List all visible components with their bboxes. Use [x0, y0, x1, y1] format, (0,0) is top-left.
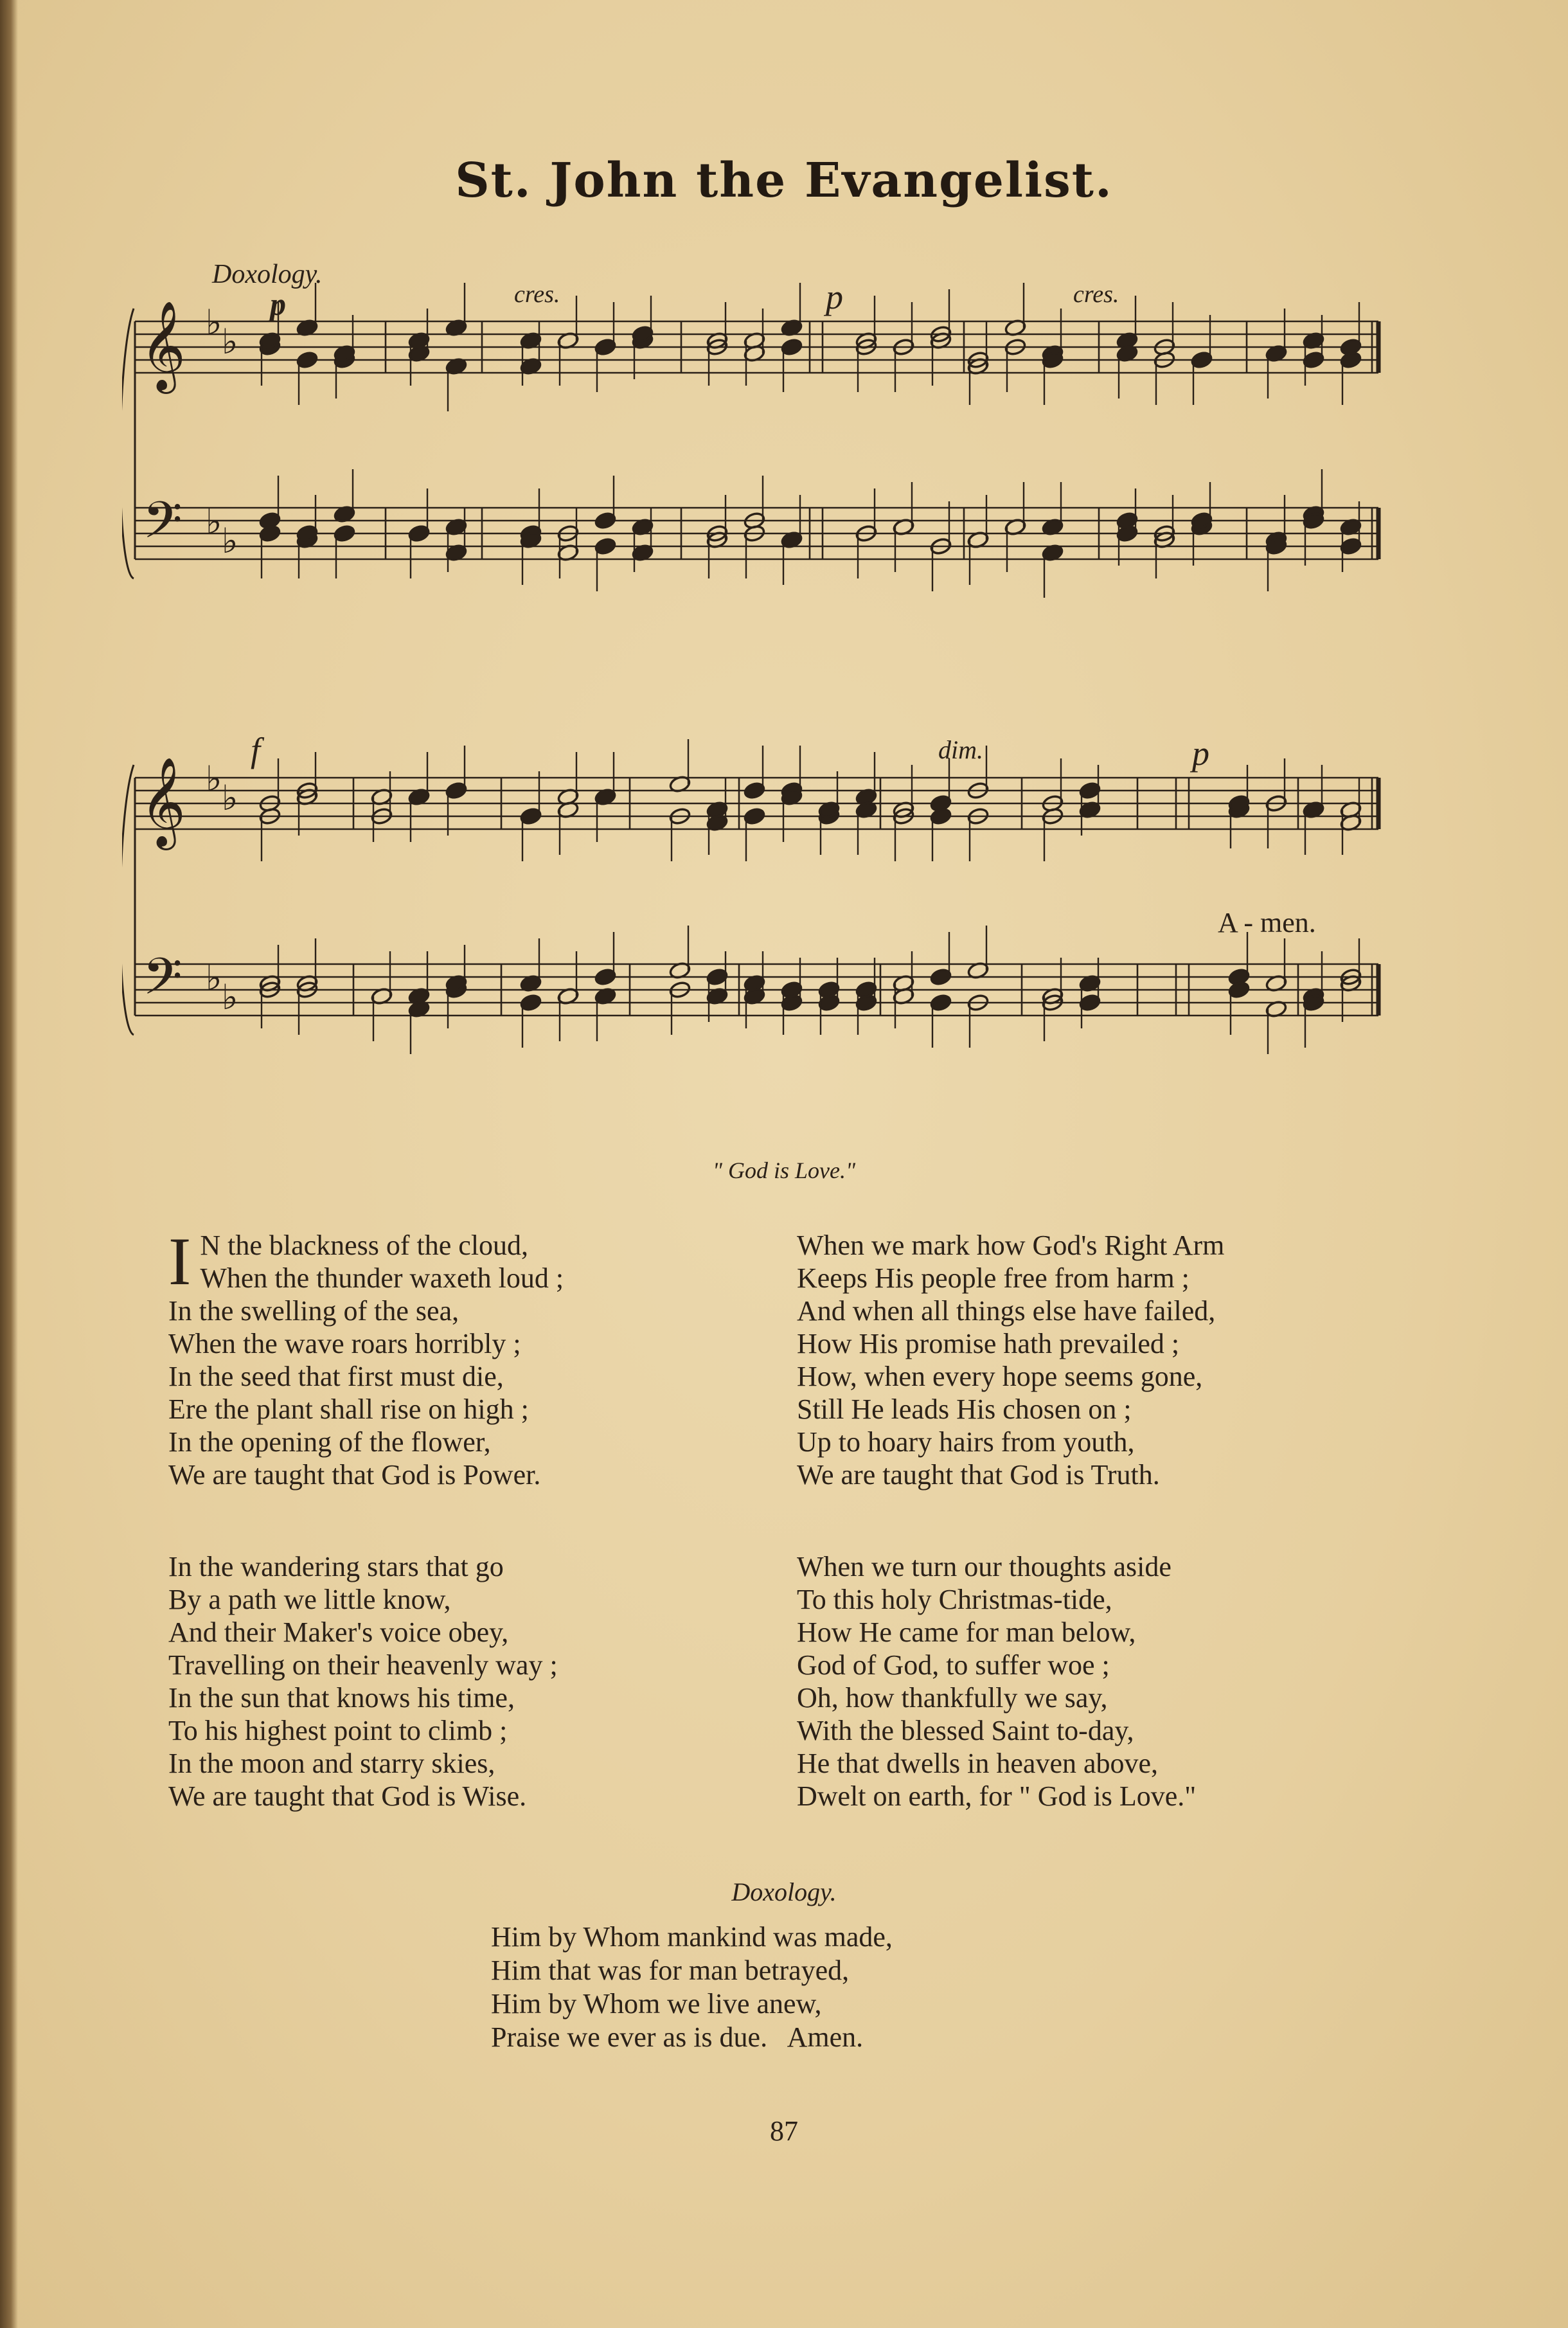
- doxology-heading: Doxology.: [731, 1877, 837, 1906]
- stanza-line: In the seed that first must die,: [168, 1361, 504, 1392]
- flat-sign: ♭: [222, 521, 238, 561]
- stanza-line: To his highest point to climb ;: [168, 1715, 508, 1746]
- stanza-line: We are taught that God is Power.: [168, 1459, 541, 1491]
- system-brace: [122, 309, 134, 578]
- music-staves-2: [122, 713, 1407, 1112]
- stanza-line: Keeps His people free from harm ;: [797, 1262, 1189, 1294]
- stanza-line: In the moon and starry skies,: [168, 1748, 495, 1779]
- flat-sign: ♭: [206, 758, 222, 799]
- dynamic-mark: p: [270, 286, 286, 322]
- amen-lyric: A - men.: [1218, 907, 1316, 938]
- bass-clef: 𝄢: [143, 947, 183, 1019]
- stanza-2: [797, 1229, 1224, 1491]
- doxology-line: Him by Whom mankind was made,: [491, 1921, 893, 1953]
- doxology-line: Him by Whom we live anew,: [491, 1988, 822, 2019]
- stanza-line: By a path we little know,: [168, 1584, 451, 1615]
- stanza-4: [797, 1550, 1196, 1813]
- flat-sign: ♭: [222, 778, 238, 818]
- flat-sign: ♭: [222, 321, 238, 362]
- stanza-line: How His promise hath prevailed ;: [797, 1328, 1180, 1359]
- dynamic-mark: dim.: [938, 735, 983, 764]
- dynamic-mark: cres.: [1073, 281, 1119, 308]
- stanza-line: How He came for man below,: [797, 1616, 1136, 1648]
- stanza-line: When we mark how God's Right Arm: [797, 1230, 1225, 1261]
- hymn-caption: " God is Love.": [712, 1158, 856, 1183]
- stanza-line: With the blessed Saint to-day,: [797, 1715, 1134, 1746]
- stanza-line: In the opening of the flower,: [168, 1426, 491, 1458]
- doxology-label: Doxology.: [212, 260, 323, 289]
- stanza-line: We are taught that God is Truth.: [797, 1459, 1160, 1491]
- flat-sign: ♭: [206, 302, 222, 343]
- dynamic-mark: p: [1192, 734, 1209, 773]
- stanza-line: Ere the plant shall rise on high ;: [168, 1393, 529, 1425]
- dynamic-mark: p: [826, 278, 843, 316]
- stanza-line: When the wave roars horribly ;: [168, 1328, 521, 1359]
- stanza-line: In the sun that knows his time,: [168, 1682, 515, 1714]
- system-brace: [122, 765, 134, 1035]
- doxology-line: Him that was for man betrayed,: [491, 1955, 850, 1986]
- music-system-2: [122, 713, 1407, 1112]
- stanza-line: We are taught that God is Wise.: [168, 1780, 527, 1812]
- stanza-line: Oh, how thankfully we say,: [797, 1682, 1108, 1714]
- flat-sign: ♭: [206, 958, 222, 998]
- stanza-1: [168, 1224, 564, 1491]
- music-system-1: [122, 257, 1407, 656]
- treble-clef: 𝄞: [140, 757, 186, 846]
- page-title: St. John the Evangelist.: [455, 153, 1113, 208]
- stanza-line: When we turn our thoughts aside: [797, 1551, 1172, 1582]
- stanza-line: How, when every hope seems gone,: [797, 1361, 1203, 1392]
- stanza-3: [168, 1550, 558, 1813]
- page-number: 87: [770, 2115, 798, 2147]
- stanza-line: Still He leads His chosen on ;: [797, 1393, 1132, 1425]
- dynamic-mark: cres.: [514, 281, 560, 308]
- bass-clef: 𝄢: [143, 490, 183, 562]
- stanza-line: Travelling on their heavenly way ;: [168, 1649, 558, 1681]
- stanza-line: Dwelt on earth, for " God is Love.": [797, 1780, 1197, 1812]
- stanza-line: In the wandering stars that go: [168, 1551, 504, 1582]
- stanza-line: And their Maker's voice obey,: [168, 1616, 509, 1648]
- doxology-verse: [491, 1921, 893, 2054]
- flat-sign: ♭: [222, 977, 238, 1017]
- doxology-line: Praise we ever as is due. Amen.: [491, 2021, 864, 2053]
- dynamic-mark: f: [251, 731, 261, 769]
- stanza-line: N the blackness of the cloud,: [200, 1230, 529, 1261]
- music-staves-1: [122, 257, 1407, 656]
- stanza-line: And when all things else have failed,: [797, 1295, 1216, 1327]
- flat-sign: ♭: [206, 501, 222, 542]
- stanza-line: Up to hoary hairs from youth,: [797, 1426, 1135, 1458]
- stanza-line: When the thunder waxeth loud ;: [200, 1262, 564, 1294]
- stanza-line: To this holy Christmas-tide,: [797, 1584, 1112, 1615]
- stanza-line: In the swelling of the sea,: [168, 1295, 459, 1327]
- stanza-line: He that dwells in heaven above,: [797, 1748, 1159, 1779]
- stanza-line: God of God, to suffer woe ;: [797, 1649, 1110, 1681]
- drop-cap: I: [168, 1224, 192, 1299]
- treble-clef: 𝄞: [140, 301, 186, 390]
